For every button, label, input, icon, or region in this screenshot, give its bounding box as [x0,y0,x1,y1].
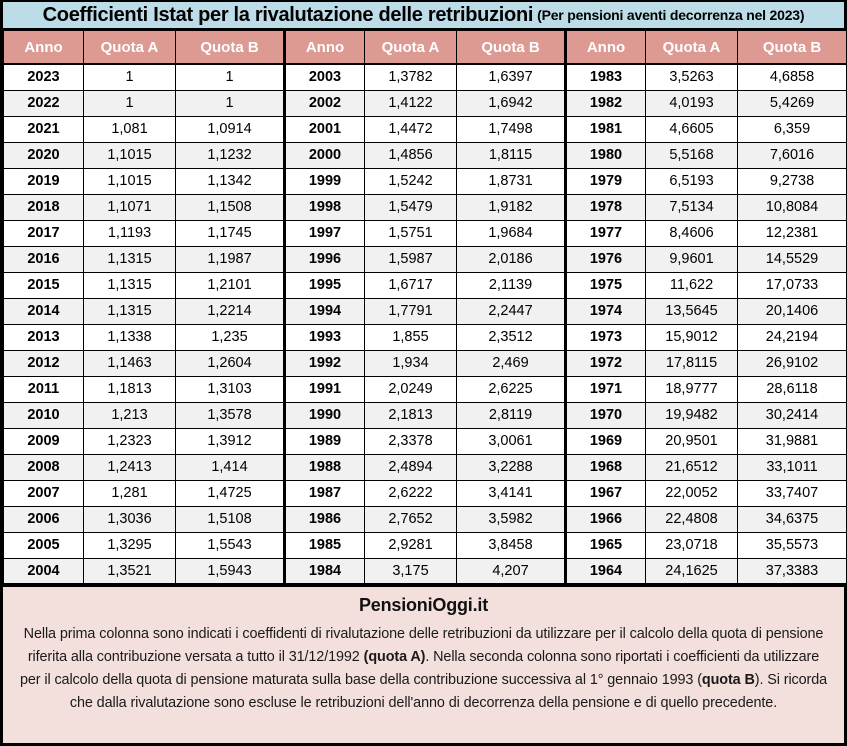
cell-year: 2009 [4,428,84,454]
column-header-7: Quota A [646,31,738,64]
cell-quota-b: 3,0061 [457,428,566,454]
cell-quota-b: 1,2214 [176,298,285,324]
cell-quota-a: 1,934 [365,350,457,376]
cell-quota-a: 1,1015 [84,168,176,194]
cell-year: 2006 [4,506,84,532]
cell-quota-a: 3,5263 [646,64,738,90]
cell-year: 2019 [4,168,84,194]
cell-quota-a: 2,9281 [365,532,457,558]
cell-quota-b: 1,8115 [457,142,566,168]
footer-text-part-0: Nella prima colonna sono indicati i coeffidenti di rivalutazione delle retribuzioni da utilizzare per il calcolo della quota di pensione riferita alla contribuzione versata a tutto il 31/12/1992 [23,625,824,665]
cell-quota-a: 1,1015 [84,142,176,168]
cell-quota-a: 1,6717 [365,272,457,298]
cell-year: 2002 [285,90,365,116]
cell-quota-a: 1,7791 [365,298,457,324]
cell-year: 2012 [4,350,84,376]
cell-year: 1986 [285,506,365,532]
cell-quota-b: 24,2194 [738,324,847,350]
cell-quota-b: 4,207 [457,558,566,584]
cell-quota-a: 11,622 [646,272,738,298]
table-header-row [4,31,847,64]
cell-quota-b: 1,1342 [176,168,285,194]
cell-quota-a: 23,0718 [646,532,738,558]
cell-quota-a: 21,6512 [646,454,738,480]
cell-quota-b: 7,6016 [738,142,847,168]
cell-quota-b: 9,2738 [738,168,847,194]
page-title-main: Coefficienti Istat per la rivalutazione delle retribuzioni [42,3,534,26]
cell-year: 1968 [566,454,646,480]
cell-year: 1967 [566,480,646,506]
table-body [4,64,847,584]
cell-quota-a: 1,5242 [365,168,457,194]
column-header-4: Quota A [365,31,457,64]
cell-year: 2015 [4,272,84,298]
cell-quota-a: 1,1315 [84,272,176,298]
cell-quota-b: 2,3512 [457,324,566,350]
table-row [4,298,847,324]
column-header-3: Anno [285,31,365,64]
cell-year: 1980 [566,142,646,168]
table-row [4,142,847,168]
column-header-2: Quota B [176,31,285,64]
cell-quota-b: 3,5982 [457,506,566,532]
cell-quota-b: 33,7407 [738,480,847,506]
cell-quota-b: 31,9881 [738,428,847,454]
cell-quota-a: 1 [84,64,176,90]
cell-quota-a: 3,175 [365,558,457,584]
cell-quota-b: 1,0914 [176,116,285,142]
cell-quota-a: 20,9501 [646,428,738,454]
table-row [4,454,847,480]
cell-year: 2008 [4,454,84,480]
cell-quota-a: 22,0052 [646,480,738,506]
cell-quota-b: 3,4141 [457,480,566,506]
cell-quota-a: 1,081 [84,116,176,142]
table-row [4,532,847,558]
cell-quota-b: 1,2101 [176,272,285,298]
cell-quota-a: 2,3378 [365,428,457,454]
footer-text-part-1: (quota A) [363,648,426,665]
table-row [4,558,847,584]
cell-quota-a: 22,4808 [646,506,738,532]
column-header-5: Quota B [457,31,566,64]
cell-quota-a: 8,4606 [646,220,738,246]
table-row [4,272,847,298]
cell-quota-a: 1,1071 [84,194,176,220]
table-row [4,506,847,532]
cell-quota-b: 1,9182 [457,194,566,220]
cell-quota-a: 15,9012 [646,324,738,350]
cell-year: 1976 [566,246,646,272]
cell-quota-b: 5,4269 [738,90,847,116]
cell-quota-a: 1,1338 [84,324,176,350]
cell-year: 1983 [566,64,646,90]
footer-note [3,586,844,744]
cell-year: 1993 [285,324,365,350]
cell-quota-b: 1,4725 [176,480,285,506]
table-row [4,376,847,402]
cell-year: 2005 [4,532,84,558]
cell-year: 1989 [285,428,365,454]
cell-quota-b: 3,8458 [457,532,566,558]
cell-quota-b: 1,3912 [176,428,285,454]
cell-year: 2000 [285,142,365,168]
cell-quota-a: 1,2413 [84,454,176,480]
cell-year: 2021 [4,116,84,142]
cell-quota-b: 14,5529 [738,246,847,272]
cell-quota-a: 1,1463 [84,350,176,376]
cell-year: 1971 [566,376,646,402]
cell-quota-b: 1,5108 [176,506,285,532]
cell-quota-b: 10,8084 [738,194,847,220]
table-row [4,480,847,506]
table-row [4,350,847,376]
cell-quota-b: 1 [176,90,285,116]
column-header-1: Quota A [84,31,176,64]
cell-quota-b: 1,2604 [176,350,285,376]
cell-quota-b: 30,2414 [738,402,847,428]
cell-quota-a: 1,5479 [365,194,457,220]
cell-quota-a: 1,1813 [84,376,176,402]
cell-quota-b: 2,469 [457,350,566,376]
cell-quota-b: 4,6858 [738,64,847,90]
cell-quota-b: 1,1987 [176,246,285,272]
cell-quota-b: 1,6942 [457,90,566,116]
cell-year: 1982 [566,90,646,116]
cell-quota-a: 2,0249 [365,376,457,402]
table-row [4,116,847,142]
cell-year: 1981 [566,116,646,142]
cell-quota-b: 1 [176,64,285,90]
cell-quota-a: 1,3521 [84,558,176,584]
cell-quota-b: 12,2381 [738,220,847,246]
cell-quota-a: 2,4894 [365,454,457,480]
column-header-6: Anno [566,31,646,64]
cell-quota-a: 18,9777 [646,376,738,402]
footer-description [17,623,830,716]
cell-quota-a: 1,4122 [365,90,457,116]
cell-quota-b: 34,6375 [738,506,847,532]
cell-quota-b: 28,6118 [738,376,847,402]
cell-quota-a: 2,1813 [365,402,457,428]
cell-quota-b: 1,235 [176,324,285,350]
cell-year: 1969 [566,428,646,454]
cell-year: 2022 [4,90,84,116]
table-row [4,64,847,90]
cell-quota-b: 6,359 [738,116,847,142]
cell-quota-a: 24,1625 [646,558,738,584]
cell-quota-b: 1,6397 [457,64,566,90]
cell-year: 1984 [285,558,365,584]
table-row [4,194,847,220]
cell-quota-b: 2,1139 [457,272,566,298]
footer-brand: PensioniOggi.it [358,594,488,615]
table-row [4,90,847,116]
cell-quota-b: 1,8731 [457,168,566,194]
cell-year: 2011 [4,376,84,402]
cell-year: 1998 [285,194,365,220]
cell-year: 1992 [285,350,365,376]
footer-text-part-3: quota B [701,672,755,689]
table-row [4,220,847,246]
cell-year: 1987 [285,480,365,506]
cell-year: 1977 [566,220,646,246]
cell-quota-a: 5,5168 [646,142,738,168]
cell-year: 1978 [566,194,646,220]
cell-quota-b: 37,3383 [738,558,847,584]
cell-quota-b: 1,1508 [176,194,285,220]
cell-quota-a: 1,4856 [365,142,457,168]
cell-quota-b: 20,1406 [738,298,847,324]
cell-year: 1973 [566,324,646,350]
cell-quota-b: 1,5543 [176,532,285,558]
cell-year: 1964 [566,558,646,584]
cell-quota-b: 1,7498 [457,116,566,142]
cell-quota-b: 2,2447 [457,298,566,324]
cell-quota-a: 1,281 [84,480,176,506]
table-row [4,324,847,350]
cell-year: 1970 [566,402,646,428]
table-row [4,246,847,272]
page-title [3,2,844,31]
cell-year: 2023 [4,64,84,90]
cell-quota-a: 1 [84,90,176,116]
cell-quota-b: 1,3103 [176,376,285,402]
cell-year: 1997 [285,220,365,246]
coefficients-table [3,31,847,586]
cell-quota-b: 2,8119 [457,402,566,428]
cell-year: 2014 [4,298,84,324]
cell-quota-b: 35,5573 [738,532,847,558]
cell-year: 1965 [566,532,646,558]
cell-quota-a: 17,8115 [646,350,738,376]
cell-quota-b: 1,1745 [176,220,285,246]
cell-quota-b: 1,9684 [457,220,566,246]
cell-quota-a: 1,855 [365,324,457,350]
cell-year: 1995 [285,272,365,298]
cell-quota-a: 1,4472 [365,116,457,142]
cell-quota-a: 1,5987 [365,246,457,272]
cell-year: 1985 [285,532,365,558]
cell-year: 1975 [566,272,646,298]
table-row [4,402,847,428]
footer-text-part-2: . Nella seconda colonna sono riportati i coefficienti da utilizzare per il calcolo della quota di pensione maturata sulla base della contribuzione successiva al 1° gennaio 1993 ( [19,648,820,689]
cell-year: 2017 [4,220,84,246]
cell-year: 2018 [4,194,84,220]
cell-year: 1990 [285,402,365,428]
table-row [4,168,847,194]
cell-quota-a: 1,3036 [84,506,176,532]
cell-quota-b: 1,414 [176,454,285,480]
cell-year: 2010 [4,402,84,428]
cell-quota-a: 1,2323 [84,428,176,454]
cell-quota-a: 4,6605 [646,116,738,142]
cell-quota-a: 9,9601 [646,246,738,272]
cell-year: 2013 [4,324,84,350]
cell-quota-a: 1,213 [84,402,176,428]
cell-year: 1979 [566,168,646,194]
cell-quota-a: 13,5645 [646,298,738,324]
cell-year: 1994 [285,298,365,324]
page-title-subtitle: (Per pensioni aventi decorrenza nel 2023) [537,7,805,23]
cell-year: 2020 [4,142,84,168]
cell-quota-a: 1,5751 [365,220,457,246]
cell-year: 2004 [4,558,84,584]
cell-quota-a: 19,9482 [646,402,738,428]
cell-year: 1996 [285,246,365,272]
cell-quota-b: 2,0186 [457,246,566,272]
cell-quota-a: 1,1315 [84,246,176,272]
column-header-0: Anno [4,31,84,64]
table-header [4,31,847,64]
cell-year: 2001 [285,116,365,142]
cell-year: 2003 [285,64,365,90]
cell-quota-b: 3,2288 [457,454,566,480]
footer-text-part-4: ). Si ricorda che dalla rivalutazione sono escluse le retribuzioni dell'anno di decorrenza della pensione e di quello precedente. [69,672,828,712]
table-row [4,428,847,454]
cell-year: 1988 [285,454,365,480]
cell-quota-b: 33,1011 [738,454,847,480]
cell-quota-b: 1,3578 [176,402,285,428]
cell-quota-a: 2,7652 [365,506,457,532]
cell-quota-b: 1,1232 [176,142,285,168]
column-header-8: Quota B [738,31,847,64]
cell-quota-a: 7,5134 [646,194,738,220]
cell-year: 1972 [566,350,646,376]
cell-quota-a: 4,0193 [646,90,738,116]
cell-quota-a: 2,6222 [365,480,457,506]
cell-quota-b: 17,0733 [738,272,847,298]
cell-quota-a: 1,1315 [84,298,176,324]
cell-year: 1974 [566,298,646,324]
cell-quota-b: 2,6225 [457,376,566,402]
cell-quota-a: 1,1193 [84,220,176,246]
cell-quota-b: 26,9102 [738,350,847,376]
cell-year: 2007 [4,480,84,506]
cell-year: 2016 [4,246,84,272]
cell-year: 1966 [566,506,646,532]
cell-quota-a: 1,3295 [84,532,176,558]
cell-quota-a: 1,3782 [365,64,457,90]
cell-year: 1991 [285,376,365,402]
cell-year: 1999 [285,168,365,194]
cell-quota-b: 1,5943 [176,558,285,584]
cell-quota-a: 6,5193 [646,168,738,194]
